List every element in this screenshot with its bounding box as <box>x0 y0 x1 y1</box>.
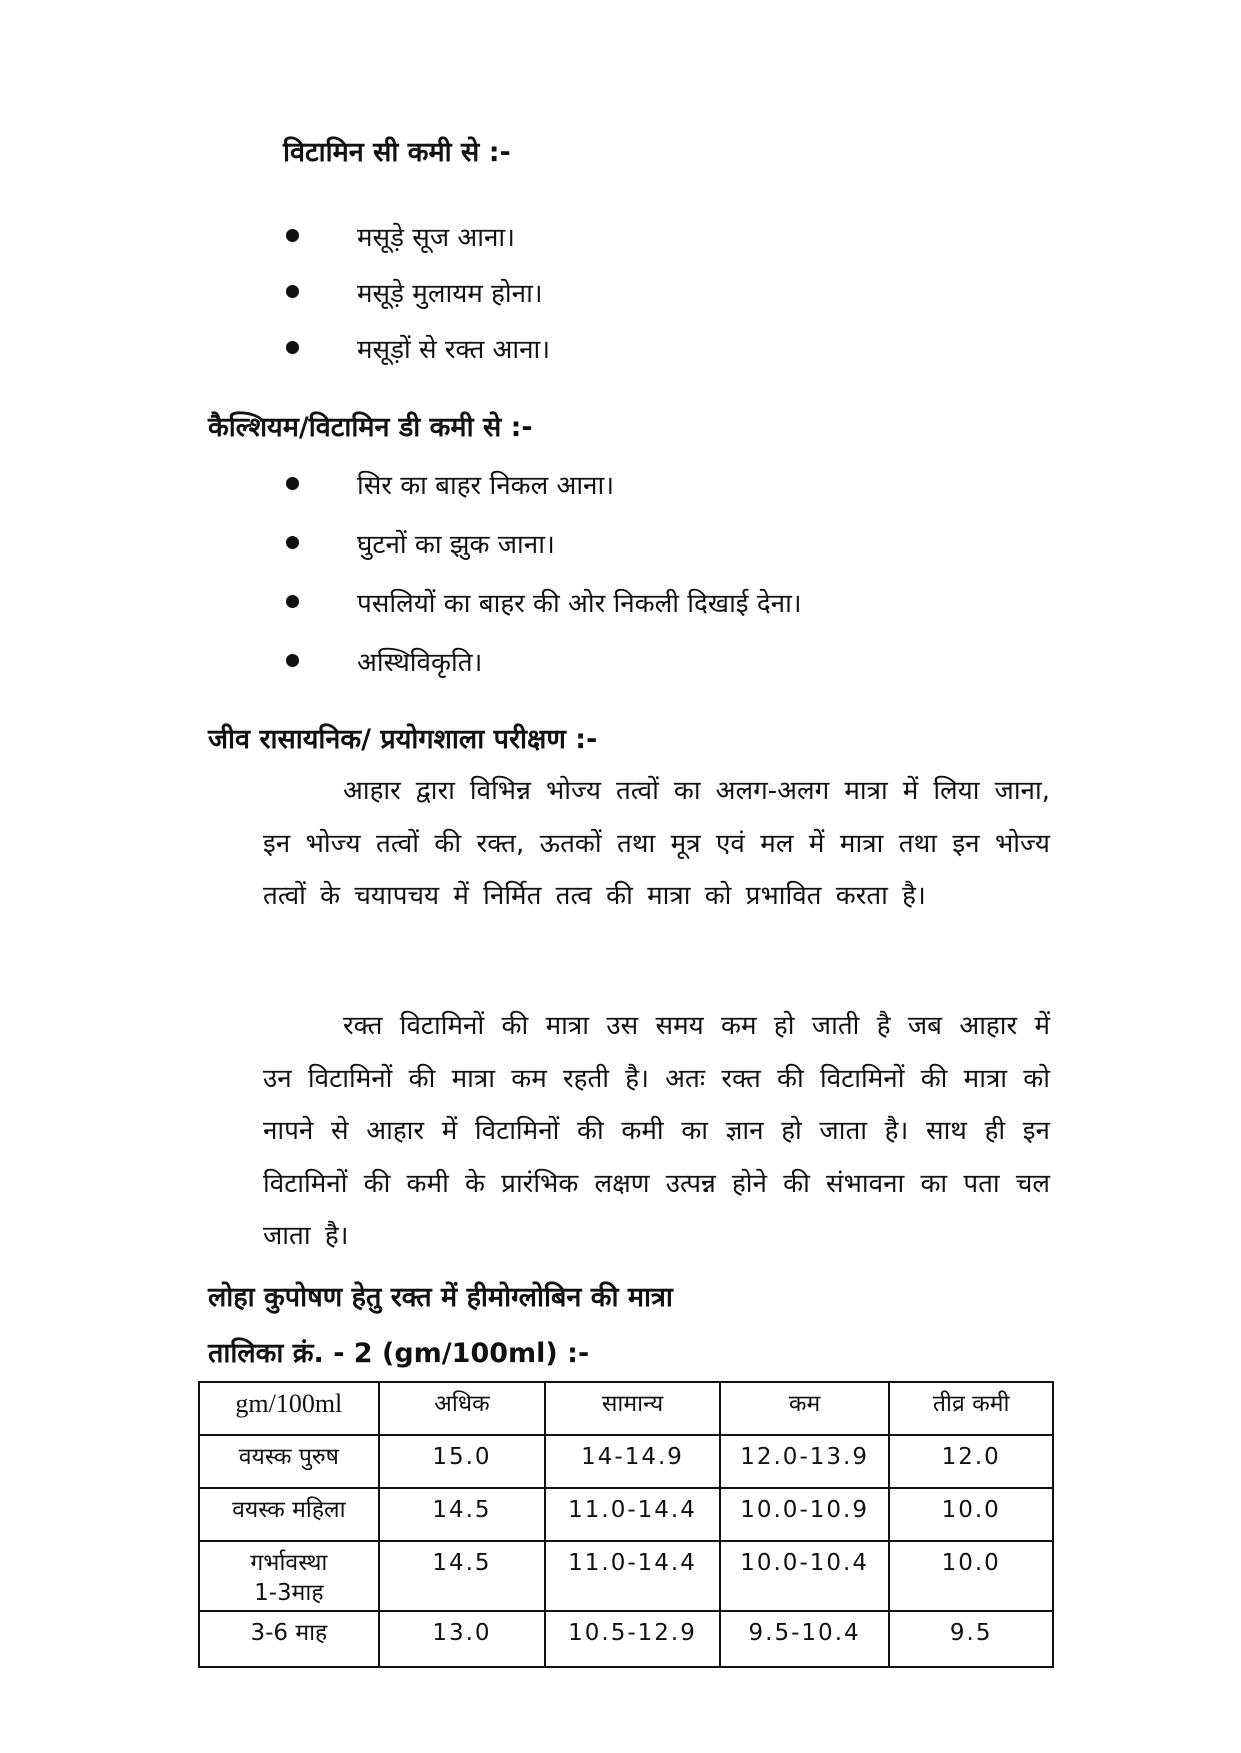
bullet-icon <box>286 477 299 490</box>
table-cell: 10.0-10.4 <box>720 1541 890 1611</box>
heading-iron-deficiency: लोहा कुपोषण हेतु रक्त में हीमोग्लोबिन की मात्रा <box>208 1282 673 1313</box>
table-cell: 12.0-13.9 <box>720 1435 890 1488</box>
row-label <box>199 1541 379 1611</box>
bullet-icon <box>286 536 299 549</box>
heading-lab-tests: जीव रासायनिक/ प्रयोगशाला परीक्षण :- <box>208 724 598 755</box>
table-cell: 11.0-14.4 <box>545 1488 720 1541</box>
table-row <box>199 1611 1053 1667</box>
bullet-icon <box>286 654 299 667</box>
table-cell: 9.5 <box>889 1611 1053 1667</box>
table-header-cell: अधिक <box>379 1382 546 1435</box>
row-label-line: 1-3माह <box>254 1580 324 1606</box>
table-cell: 10.0 <box>889 1541 1053 1611</box>
table-cell: 14-14.9 <box>545 1435 720 1488</box>
row-label: 3-6 माह <box>199 1611 379 1667</box>
paragraph: आहार द्वारा विभिन्न भोज्य तत्वों का अलग-अलग मात्रा में लिया जाना, इन भोज्य तत्वों की रक्त, ऊतकों तथा मूत्र एवं मल में मात्रा तथा इन भोज्य तत्वों के चयापचय में निर्मित तत्व की मात्रा को प्रभावित करता है। <box>263 776 1050 911</box>
table-header-cell: सामान्य <box>545 1382 720 1435</box>
table-row <box>199 1541 1053 1611</box>
table-cell: 15.0 <box>379 1435 546 1488</box>
table-title: तालिका क्रं. - 2 (gm/100ml) :- <box>208 1338 590 1369</box>
table-cell: 9.5-10.4 <box>720 1611 890 1667</box>
bullet-icon <box>286 229 299 242</box>
table-cell: 14.5 <box>379 1488 546 1541</box>
heading-calcium: कैल्शियम/विटामिन डी कमी से :- <box>208 412 533 443</box>
bullet-icon <box>286 595 299 608</box>
list-item-text: मसूड़े मुलायम होना। <box>357 279 543 309</box>
table-row <box>199 1488 1053 1541</box>
list-item-text: पसलियों का बाहर की ओर निकली दिखाई देना। <box>357 589 802 619</box>
table-cell: 14.5 <box>379 1541 546 1611</box>
hemoglobin-table <box>198 1381 1054 1668</box>
table-cell: 10.0 <box>889 1488 1053 1541</box>
list-item-text: सिर का बाहर निकल आना। <box>357 471 615 501</box>
table-header-cell: तीव्र कमी <box>889 1382 1053 1435</box>
table-cell: 13.0 <box>379 1611 546 1667</box>
bullet-icon <box>286 285 299 298</box>
table-cell: 12.0 <box>889 1435 1053 1488</box>
table-header-cell: कम <box>720 1382 890 1435</box>
paragraph: रक्त विटामिनों की मात्रा उस समय कम हो जाती है जब आहार में उन विटामिनों की मात्रा कम रहती है। अतः रक्त की विटामिनों की मात्रा को नापने से आहार में विटामिनों की कमी का ज्ञान हो जाता है। साथ ही इन विटामिनों की कमी के प्रारंभिक लक्षण उत्पन्न होने की संभावना का पता चल जाता है। <box>263 1011 1050 1251</box>
heading-vitamin-c: विटामिन सी कमी से :- <box>283 137 511 168</box>
row-label-line: गर्भावस्था <box>250 1550 328 1576</box>
table-cell: 10.5-12.9 <box>545 1611 720 1667</box>
list-item-text: मसूड़ों से रक्त आना। <box>357 335 551 365</box>
bullet-icon <box>286 341 299 354</box>
row-label: वयस्क पुरुष <box>199 1435 379 1488</box>
table-header-row <box>199 1382 1053 1435</box>
list-item-text: घुटनों का झुक जाना। <box>357 530 555 560</box>
table-cell: 10.0-10.9 <box>720 1488 890 1541</box>
table-header-cell: gm/100ml <box>199 1382 379 1435</box>
list-item-text: अस्थिविकृति। <box>357 648 483 678</box>
row-label: वयस्क महिला <box>199 1488 379 1541</box>
list-item-text: मसूड़े सूज आना। <box>357 223 516 253</box>
table-cell: 11.0-14.4 <box>545 1541 720 1611</box>
table-row <box>199 1435 1053 1488</box>
